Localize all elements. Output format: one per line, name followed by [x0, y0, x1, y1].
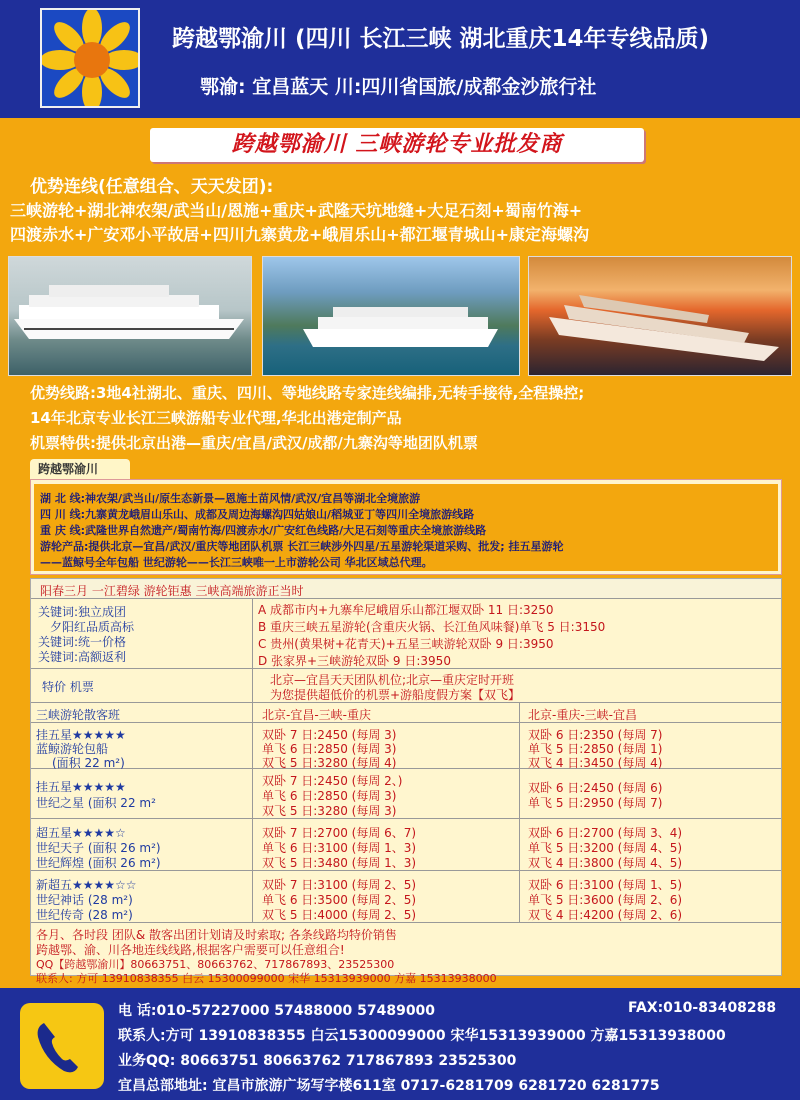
header-title: 跨越鄂渝川 (四川 长江三峡 湖北重庆14年专线品质): [172, 26, 710, 52]
ship-3-a-1: 双卧 7 日:2700 (每周 6、7): [262, 826, 417, 840]
keyword-1: 关键词:独立成团: [38, 605, 127, 619]
ship-3-b-1: 双卧 6 日:2700 (每周 3、4): [528, 826, 683, 840]
route-hubei: 湖 北 线:神农架/武当山/原生态新景—恩施土苗风情/武汉/宜昌等湖北全境旅游: [40, 492, 421, 505]
info-line-3: 机票特供:提供北京出港—重庆/宜昌/武汉/成都/九寨沟等地团队机票: [30, 434, 478, 452]
ship-2-a-3: 双飞 5 日:3280 (每周 3): [262, 804, 397, 818]
cruise-photo-1: [8, 256, 252, 376]
ship-2-b-2: 单飞 5 日:2950 (每周 7): [528, 796, 663, 810]
ship-4-b-1: 双卧 6 日:3100 (每周 1、5): [528, 878, 683, 892]
offer-a: A 成都市内+九寨牟尼峨眉乐山都江堰双卧 11 日:3250: [258, 603, 554, 617]
advantage-title: 优势连线(任意组合、天天发团):: [30, 177, 274, 197]
ship-1-a-2: 单飞 6 日:2850 (每周 3): [262, 742, 397, 756]
ship-4-name-1: 世纪神话 (28 m²): [36, 893, 133, 907]
table-divider: [252, 599, 253, 669]
table-contacts: 联系人: 方可 13910838355 白云 15300099000 宋华 15313939000 方嘉 15313938000: [36, 972, 497, 985]
ship-4-a-1: 双卧 7 日:3100 (每周 2、5): [262, 878, 417, 892]
route-sichuan: 四 川 线:九寨黄龙峨眉山乐山、成都及周边海螺沟四姑娘山/稻城亚丁等四川全境旅游线路: [40, 508, 475, 521]
ship-4-b-2: 单飞 5 日:3600 (每周 2、6): [528, 893, 683, 907]
ship-1-b-3: 双飞 4 日:3450 (每周 4): [528, 756, 663, 770]
note-2: 跨越鄂、渝、川各地连线线路,根据客户需要可以任意组合!: [36, 943, 345, 957]
table-divider: [252, 669, 253, 703]
ship-1-area: (面积 22 m²): [52, 756, 125, 770]
special-label: 特价 机票: [42, 680, 94, 694]
cruise-photo-2: [262, 256, 520, 376]
ship-1-b-1: 双卧 6 日:2350 (每周 7): [528, 728, 663, 742]
special-line-2: 为您提供超低价的机票+游船度假方案【双飞】: [270, 688, 521, 702]
banner-text: 跨越鄂渝川 三峡游轮专业批发商: [231, 132, 563, 157]
ship-4-a-3: 双飞 5 日:4000 (每周 2、5): [262, 908, 417, 922]
ship-1-name: 蓝鲸游轮包船: [36, 742, 109, 756]
table-headline: 阳春三月 一江碧绿 游轮钜惠 三峡高端旅游正当时: [40, 584, 304, 598]
ship-3-rating: 超五星★★★★☆: [36, 826, 126, 840]
ship-3-name-1: 世纪天子 (面积 26 m²): [36, 841, 161, 855]
ship-3-a-2: 单飞 6 日:3100 (每周 1、3): [262, 841, 417, 855]
table-row: [31, 723, 781, 769]
offer-c: C 贵州(黄果树+花青天)+五星三峡游轮双卧 9 日:3950: [258, 637, 554, 651]
ship-1-rating: 挂五星★★★★★: [36, 728, 126, 742]
ship-1-b-2: 单飞 5 日:2850 (每周 1): [528, 742, 663, 756]
offer-b: B 重庆三峡五星游轮(含重庆火锅、长江鱼风味餐)单飞 5 日:3150: [258, 620, 606, 634]
ship-1-a-1: 双卧 7 日:2450 (每周 3): [262, 728, 397, 742]
footer-qq: 业务QQ: 80663751 80663762 717867893 23525300: [118, 1053, 517, 1069]
ship-1-a-3: 双飞 5 日:3280 (每周 4): [262, 756, 397, 770]
footer-contact: 联系人:方可 13910838355 白云15300099000 宋华15313939000 方嘉15313938000: [118, 1028, 726, 1044]
ship-4-name-2: 世纪传奇 (28 m²): [36, 908, 133, 922]
route-cruise-1: 游轮产品:提供北京—宜昌/武汉/重庆等地团队机票 长江三峡涉外四星/五星游轮渠道采购、批发; 挂五星游轮: [40, 540, 564, 553]
route-chongqing: 重 庆 线:武隆世界自然遗产/蜀南竹海/四渡赤水/广安红色线路/大足石刻等重庆全境旅游线路: [40, 524, 487, 537]
phone-icon: [20, 1003, 104, 1089]
offer-d: D 张家界+三峡游轮双卧 9 日:3950: [258, 654, 451, 668]
note-1: 各月、各时段 团队& 散客出团计划请及时索取; 各条线路均特价销售: [36, 928, 397, 942]
ship-2-name: 世纪之星 (面积 22 m²: [36, 796, 156, 810]
info-line-1: 优势线路:3地4社湖北、重庆、四川、等地线路专家连线编排,无转手接待,全程操控;: [30, 384, 585, 402]
keyword-3: 关键词:高额返利: [38, 650, 127, 664]
routes-tab: 跨越鄂渝川: [30, 459, 130, 479]
ship-3-b-3: 双飞 4 日:3800 (每周 4、5): [528, 856, 683, 870]
ship-4-a-2: 单飞 6 日:3500 (每周 2、5): [262, 893, 417, 907]
direction-1: 北京-宜昌-三峡-重庆: [262, 708, 371, 722]
direction-2: 北京-重庆-三峡-宜昌: [528, 708, 637, 722]
info-line-2: 14年北京专业长江三峡游船专业代理,华北出港定制产品: [30, 409, 402, 427]
ship-2-b-1: 双卧 6 日:2450 (每周 6): [528, 781, 663, 795]
schedule-label: 三峡游轮散客班: [36, 708, 121, 722]
ship-4-rating: 新超五★★★★☆☆: [36, 878, 137, 892]
ship-2-rating: 挂五星★★★★★: [36, 780, 126, 794]
advantage-line-2: 四渡赤水+广安邓小平故居+四川九寨黄龙+峨眉乐山+都江堰青城山+康定海螺沟: [10, 225, 590, 244]
ship-2-a-2: 单飞 6 日:2850 (每周 3): [262, 789, 397, 803]
footer-address: 宜昌总部地址: 宜昌市旅游广场写字楼611室 0717-6281709 6281720 6281775: [118, 1078, 660, 1094]
header-subtitle: 鄂渝: 宜昌蓝天 川:四川省国旅/成都金沙旅行社: [200, 76, 597, 98]
ship-4-b-3: 双飞 4 日:4200 (每周 2、6): [528, 908, 683, 922]
ship-3-name-2: 世纪辉煌 (面积 26 m²): [36, 856, 161, 870]
keyword-1b: 夕阳红品质高标: [50, 620, 135, 634]
table-row: [31, 703, 781, 723]
banner: [150, 128, 644, 162]
route-cruise-2: ——蓝鲸号全年包船 世纪游轮——长江三峡唯一上市游轮公司 华北区域总代理。: [40, 556, 433, 569]
cruise-photo-3: [528, 256, 792, 376]
ship-3-b-2: 单飞 5 日:3200 (每周 4、5): [528, 841, 683, 855]
note-3: QQ【跨越鄂渝川】80663751、80663762、717867893、23525300: [36, 958, 395, 971]
keyword-2: 关键词:统一价格: [38, 635, 127, 649]
ship-2-a-1: 双卧 7 日:2450 (每周 2、): [262, 774, 403, 788]
special-line-1: 北京—宜昌天天团队机位;北京—重庆定时开班: [270, 673, 515, 687]
ship-3-a-3: 双飞 5 日:3480 (每周 1、3): [262, 856, 417, 870]
sunflower-logo: [40, 8, 140, 108]
footer-tel: 电 话:010-57227000 57488000 57489000: [118, 1003, 436, 1019]
footer-fax: FAX:010-83408288: [628, 1000, 777, 1016]
advantage-line-1: 三峡游轮+湖北神农架/武当山/恩施+重庆+武隆天坑地缝+大足石刻+蜀南竹海+: [10, 201, 583, 220]
